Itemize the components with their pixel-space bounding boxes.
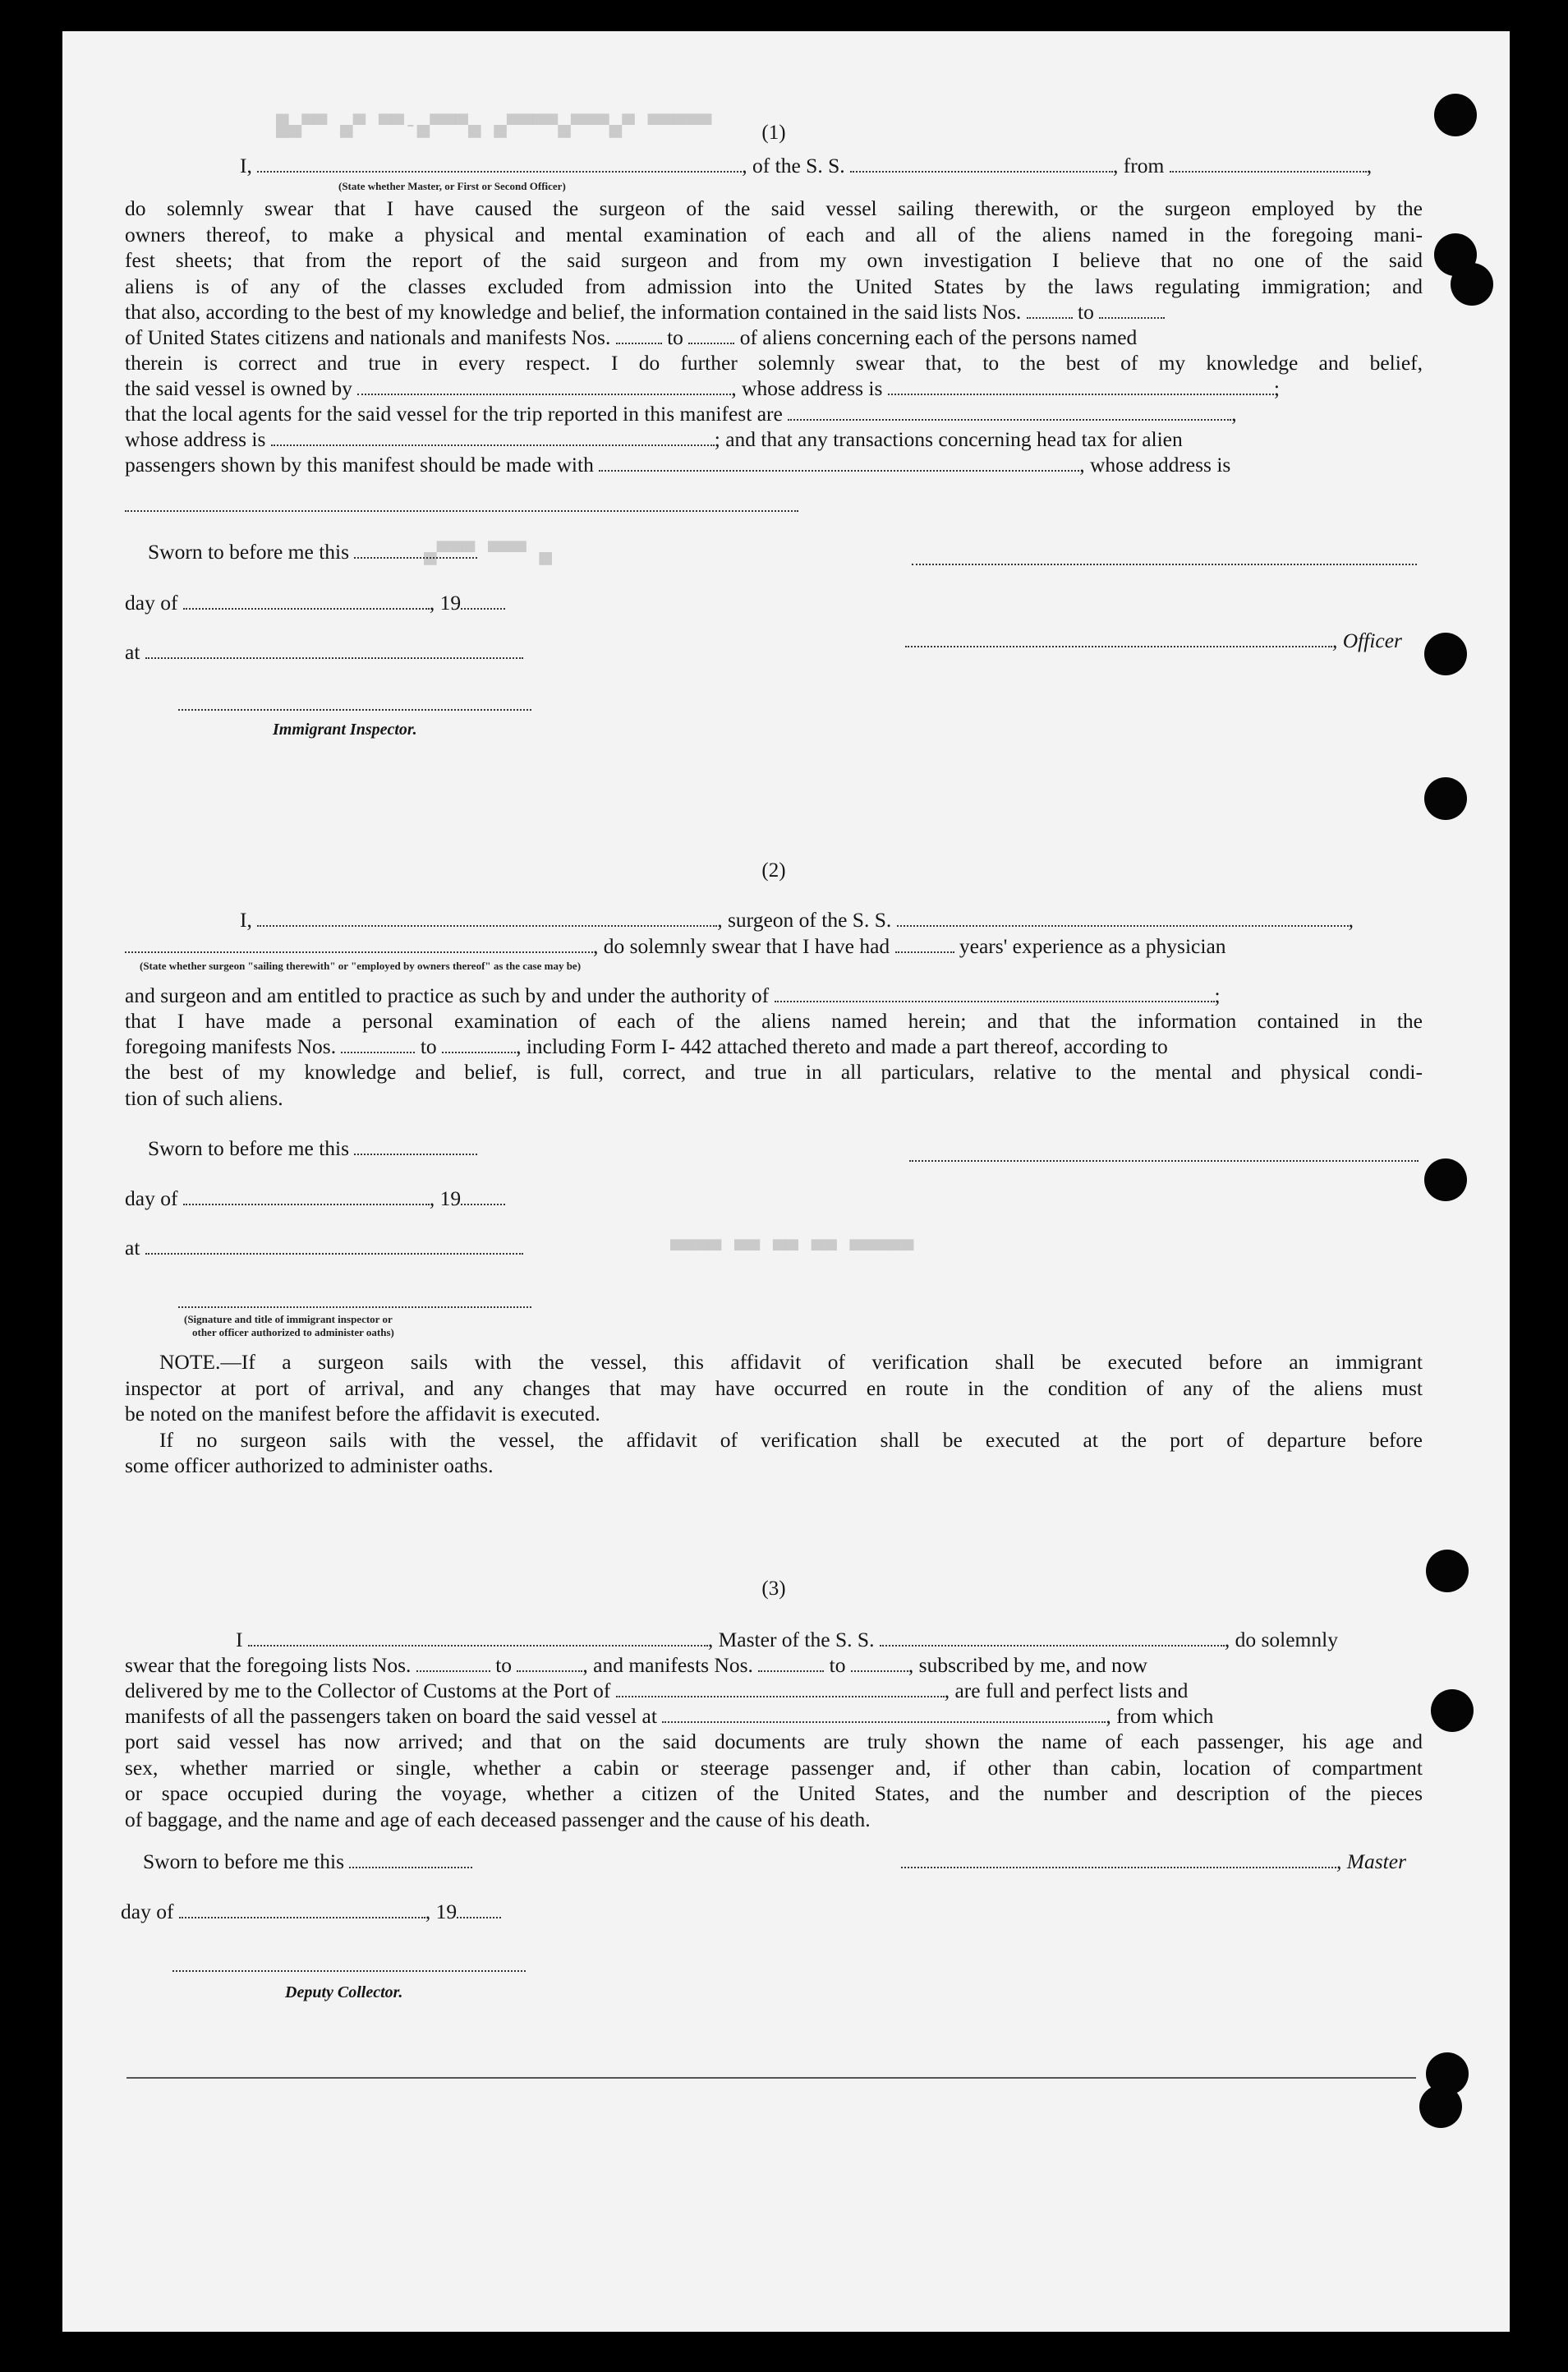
- month-field[interactable]: [183, 1189, 430, 1205]
- manifests-to-field[interactable]: [688, 328, 734, 344]
- paper-sheet: [62, 31, 1510, 2332]
- place-field[interactable]: [145, 643, 523, 659]
- surgeon-name-field[interactable]: [125, 937, 593, 953]
- paragraph-line: of baggage, and the name and age of each deceased passenger and the cause of his death.: [125, 1807, 871, 1831]
- agents-line: that the local agents for the said vessel for the trip reported in this manifest are ,: [125, 402, 1237, 426]
- lists-line: swear that the foregoing lists Nos. to , and manifests Nos. to , subscribed by me, and now: [125, 1653, 1147, 1677]
- master-name-field[interactable]: [248, 1630, 708, 1647]
- punch-hole: [1426, 1550, 1469, 1592]
- manifest-back-page: [62, 31, 1510, 2332]
- deputy-signature-line[interactable]: [172, 1952, 526, 1978]
- officer-signature-line[interactable]: [178, 1288, 531, 1315]
- paragraph-line: do solemnly swear that I have caused the surgeon of the said vessel sailing therewith, or the surgeon employed by the: [125, 196, 1423, 220]
- surgeon-status-caption: (State whether surgeon "sailing therewith" or "employed by owners thereof" as the case may be): [140, 960, 582, 972]
- manifests-to-field[interactable]: [851, 1656, 908, 1672]
- bottom-rule: [126, 2077, 1416, 2079]
- punch-hole: [1424, 777, 1467, 820]
- delivered-line: delivered by me to the Collector of Customs at the Port of , are full and perfect lists and: [125, 1679, 1189, 1702]
- manifests-from-field[interactable]: [758, 1656, 824, 1672]
- sworn-line: Sworn to before me this: [143, 1849, 472, 1875]
- paragraph-line: or space occupied during the voyage, whether a citizen of the United States, and the number and description of the pieces: [125, 1781, 1423, 1805]
- lists-line: that also, according to the best of my knowledge and belief, the information contained in the said lists Nos. to: [125, 299, 1165, 325]
- boarding-port-field[interactable]: [662, 1706, 1106, 1723]
- section-number: (3): [761, 1577, 786, 1600]
- paragraph-line: therein is correct and true in every respect. I do further solemnly swear that, to the best of my knowledge and belief,: [125, 351, 1423, 375]
- note-line: some officer authorized to administer oaths.: [125, 1453, 494, 1477]
- ship-name-field[interactable]: [880, 1630, 1225, 1647]
- manifests-to-field[interactable]: [442, 1037, 516, 1053]
- surgeon-status-field[interactable]: [257, 910, 717, 927]
- head-tax-address-field[interactable]: [125, 492, 798, 518]
- owner-field[interactable]: [357, 379, 731, 395]
- signature-caption: other officer authorized to administer oaths): [192, 1326, 394, 1338]
- bleed-through-texture: ▄▀▀▀ ▀▀▀ ▄: [424, 541, 553, 565]
- paragraph-line: aliens is of any of the classes excluded from admission into the United States by the laws regulating immigration; and: [125, 274, 1423, 298]
- punch-hole: [1431, 1689, 1474, 1732]
- punch-hole: [1434, 94, 1477, 136]
- oath-paragraph: [125, 1729, 1423, 1832]
- month-field[interactable]: [183, 593, 430, 610]
- day-of-line: day of , 19: [125, 1186, 505, 1212]
- authority-line: and surgeon and am entitled to practice as such by and under the authority of ;: [125, 983, 1221, 1007]
- officer-title-field[interactable]: [257, 156, 742, 173]
- punch-hole: [1424, 1158, 1467, 1201]
- oath-paragraph: [125, 196, 1423, 299]
- day-of-line: day of , 19: [125, 590, 505, 616]
- signature-caption: (Signature and title of immigrant inspector or: [184, 1313, 393, 1325]
- inspector-signature-line[interactable]: [178, 691, 531, 717]
- agents-address-line: whose address is ; and that any transactions concerning head tax for alien: [125, 427, 1183, 451]
- section-number: (1): [761, 122, 786, 144]
- at-line: at: [125, 1235, 523, 1261]
- lists-from-field[interactable]: [1027, 302, 1073, 319]
- citizens-line: of United States citizens and nationals and manifests Nos. to of aliens concerning each of the persons named: [125, 325, 1138, 349]
- paragraph-line: that I have made a personal examination of each of the aliens named herein; and that the information contained in the: [125, 1009, 1423, 1033]
- lists-from-field[interactable]: [416, 1656, 490, 1672]
- paragraph-line: tion of such aliens.: [125, 1085, 283, 1110]
- ship-name-field[interactable]: [897, 910, 1349, 927]
- oath-line-1: I , Master of the S. S. , do solemnly: [236, 1628, 1338, 1651]
- year-field[interactable]: [461, 593, 505, 610]
- oath-line-1: I, , surgeon of the S. S. ,: [240, 908, 1354, 932]
- punch-hole: [1451, 263, 1493, 306]
- officer-name-field[interactable]: [905, 631, 1332, 647]
- officer-signature-line[interactable]: [912, 546, 1417, 572]
- head-tax-agent-field[interactable]: [599, 455, 1079, 472]
- authority-field[interactable]: [775, 986, 1215, 1002]
- manifests-from-field[interactable]: [616, 328, 662, 344]
- master-line: , Master: [901, 1849, 1406, 1875]
- place-field[interactable]: [145, 1238, 523, 1255]
- paragraph-line: port said vessel has now arrived; and that on the said documents are truly shown the name of each passenger, his age and: [125, 1729, 1423, 1753]
- sworn-day-field[interactable]: [354, 1139, 477, 1155]
- sworn-line: Sworn to before me this: [148, 539, 477, 565]
- at-line: at: [125, 639, 523, 666]
- note-line: be noted on the manifest before the affidavit is executed.: [125, 1402, 600, 1426]
- head-tax-line: passengers shown by this manifest should be made with , whose address is: [125, 453, 1231, 477]
- sworn-day-field[interactable]: [354, 542, 477, 559]
- day-of-line: day of , 19: [121, 1899, 501, 1925]
- local-agents-field[interactable]: [788, 404, 1231, 421]
- years-experience-field[interactable]: [895, 937, 954, 953]
- boarded-line: manifests of all the passengers taken on board the said vessel at , from which: [125, 1704, 1214, 1728]
- sworn-line: Sworn to before me this: [148, 1135, 477, 1162]
- paragraph-line: sex, whether married or single, whether a cabin or steerage passenger and, if other than cabin, location of compartment: [125, 1755, 1423, 1780]
- swear-line: , do solemnly swear that I have had years' experience as a physician: [125, 933, 1226, 960]
- lists-to-field[interactable]: [1099, 302, 1165, 319]
- year-field[interactable]: [461, 1189, 505, 1205]
- manifests-line: foregoing manifests Nos. to , including Form I- 442 attached thereto and made a part thereof, according to: [125, 1034, 1168, 1058]
- paragraph-line: the best of my knowledge and belief, is full, correct, and true in all particulars, relative to the mental and physical condi-: [125, 1060, 1423, 1084]
- ship-name-field[interactable]: [850, 156, 1113, 173]
- month-field[interactable]: [179, 1902, 425, 1918]
- inspector-caption: Immigrant Inspector.: [273, 721, 417, 739]
- note-line: NOTE.—If a surgeon sails with the vessel, this affidavit of verification shall be executed before an immigrant: [159, 1350, 1423, 1374]
- punch-hole: [1419, 2085, 1462, 2128]
- bleed-through-texture: █▄▀▀ ▄▀ ▀▀-▄▀▀▀▄ ▄▀▀▀▀▄▀▀▀▄▀ ▀▀▀▀▀: [276, 113, 712, 138]
- paragraph-line: owners thereof, to make a physical and mental examination of each and all of the aliens named in the foregoing mani-: [125, 222, 1423, 246]
- sworn-day-field[interactable]: [349, 1852, 472, 1868]
- bleed-through-texture: ▀▀▀▀ ▀▀ ▀▀ ▀▀ ▀▀▀▀▀: [670, 1239, 914, 1264]
- paragraph-line: fest sheets; that from the report of the said surgeon and from my own investigation I believe that no one of the said: [125, 248, 1423, 272]
- officer-line: , Officer: [905, 628, 1402, 654]
- from-port-field[interactable]: [1170, 156, 1367, 173]
- punch-hole: [1424, 633, 1467, 675]
- owned-line: the said vessel is owned by , whose address is ;: [125, 376, 1280, 400]
- note-line: inspector at port of arrival, and any changes that may have occurred en route in the condition of any of the aliens must: [125, 1375, 1423, 1400]
- year-field[interactable]: [457, 1902, 501, 1918]
- deputy-caption: Deputy Collector.: [285, 1983, 403, 2001]
- surgeon-signature-line[interactable]: [909, 1142, 1419, 1168]
- agents-address-field[interactable]: [271, 430, 715, 446]
- section-number: (2): [761, 859, 786, 882]
- owner-address-field[interactable]: [888, 379, 1274, 395]
- note-block: [125, 1349, 1423, 1479]
- master-signature-field[interactable]: [901, 1852, 1336, 1868]
- port-field[interactable]: [616, 1681, 945, 1697]
- officer-title-caption: (State whether Master, or First or Second Officer): [338, 180, 566, 192]
- lists-to-field[interactable]: [517, 1656, 582, 1672]
- note-line: If no surgeon sails with the vessel, the affidavit of verification shall be executed at the port of departure before: [159, 1427, 1423, 1452]
- oath-line-1: I, , of the S. S. , from ,: [240, 154, 1373, 177]
- manifests-from-field[interactable]: [341, 1037, 415, 1053]
